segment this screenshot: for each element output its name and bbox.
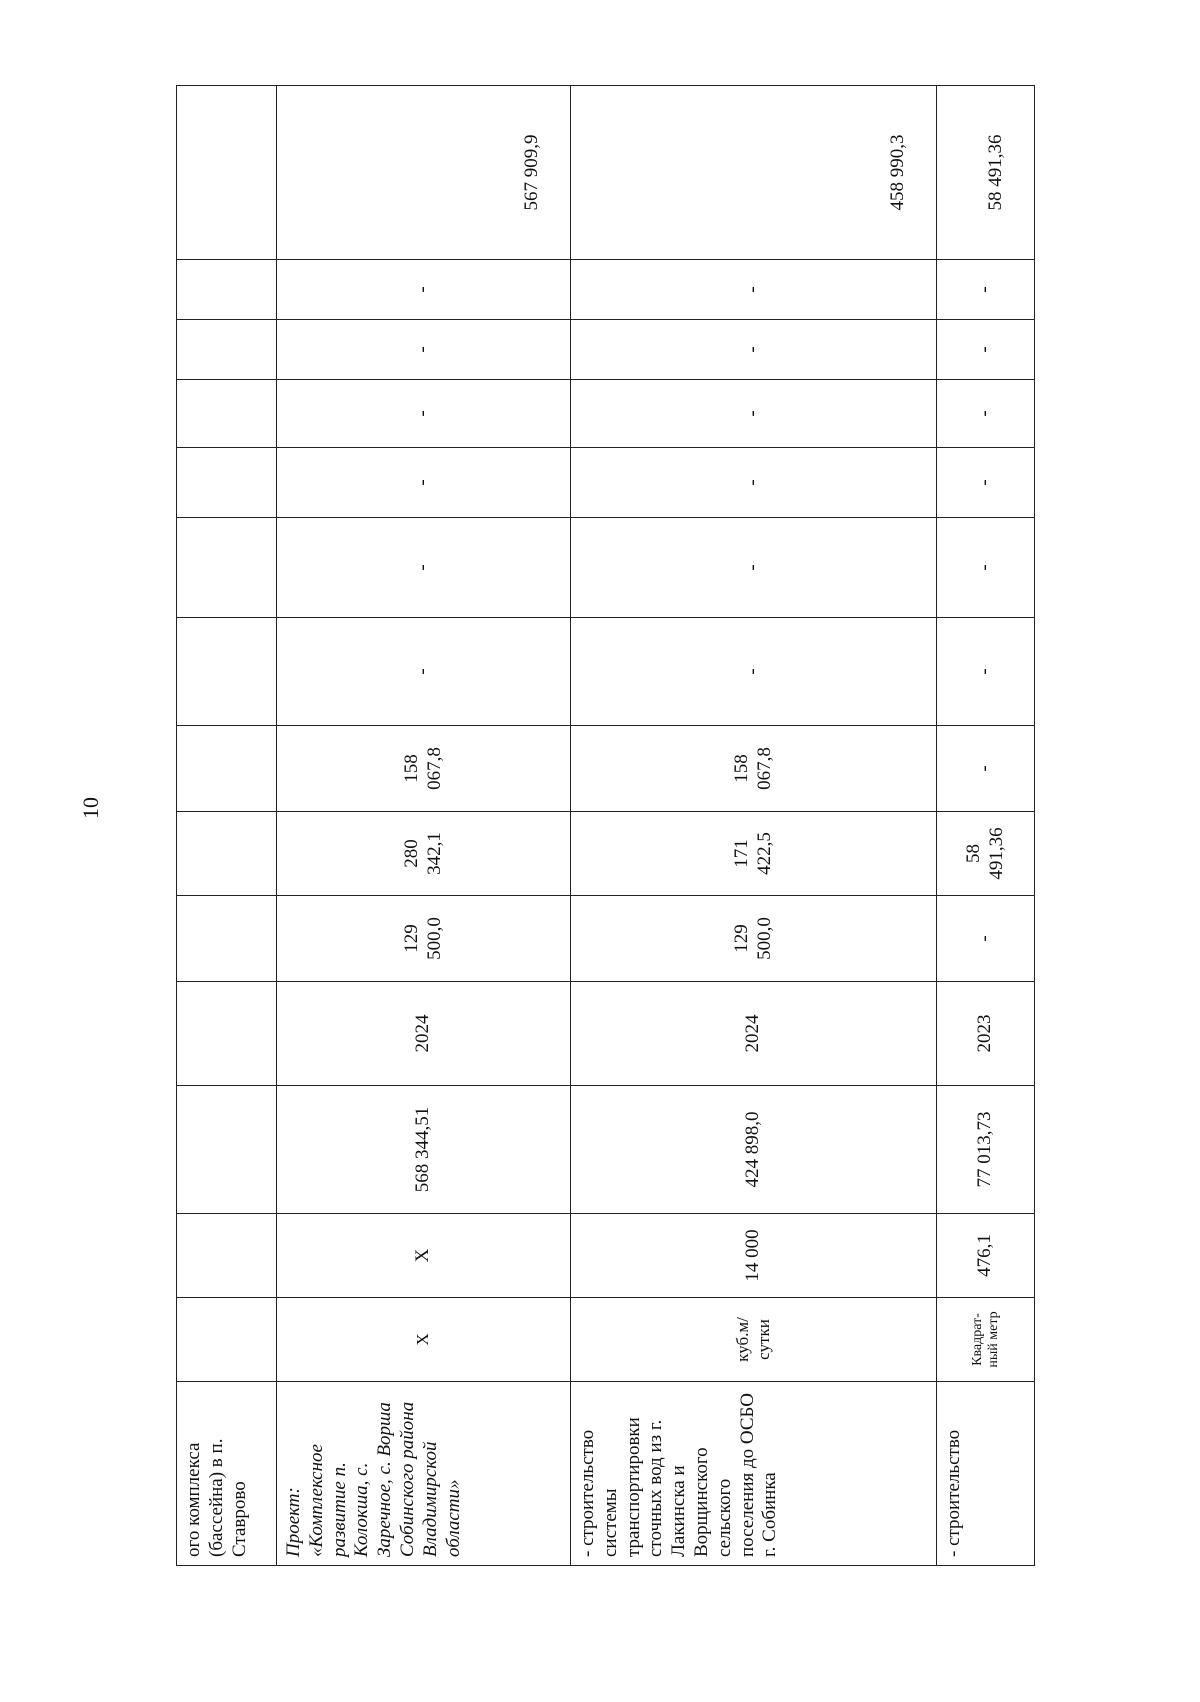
value-cell: - — [277, 618, 571, 726]
value-cell: - — [937, 618, 1035, 726]
capacity-cell: Х — [277, 1214, 571, 1298]
row-description: ого комплекса (бассейна) в п. Ставрово — [177, 1382, 277, 1566]
value-cell — [177, 448, 277, 518]
finance-table — [176, 85, 1035, 1566]
value-cell: - — [937, 448, 1035, 518]
page-number: 10 — [78, 797, 103, 819]
value-cell: - — [571, 320, 937, 380]
total-cell: 58 491,36 — [937, 86, 1035, 260]
value-cell: - — [571, 618, 937, 726]
value-cell: - — [277, 448, 571, 518]
value-cell: 171 422,5 — [571, 812, 937, 896]
capacity-cell — [177, 1214, 277, 1298]
rotated-table-wrapper — [176, 86, 1034, 1566]
value-cell: - — [277, 380, 571, 448]
value-cell: 129 500,0 — [277, 896, 571, 982]
total-cell — [177, 86, 277, 260]
table-row — [177, 86, 277, 1566]
value-cell: - — [277, 320, 571, 380]
value-cell — [177, 320, 277, 380]
table-row — [277, 86, 571, 1566]
value-cell: - — [571, 380, 937, 448]
row-description: - строительство системы транспортировки сточных вод из г. Лакинска и Ворщинского сельского поселения до ОСБО г. Собинка — [571, 1382, 937, 1566]
value-cell: - — [937, 380, 1035, 448]
value-cell: - — [937, 896, 1035, 982]
value-cell: - — [937, 726, 1035, 812]
value-cell: 129 500,0 — [571, 896, 937, 982]
value-cell: - — [937, 518, 1035, 618]
value-cell — [177, 618, 277, 726]
value-cell: - — [571, 260, 937, 320]
year-cell: 2023 — [937, 982, 1035, 1086]
value-cell — [177, 380, 277, 448]
value-cell: - — [571, 518, 937, 618]
value-cell: 158 067,8 — [571, 726, 937, 812]
row-description: - строительство — [937, 1382, 1035, 1566]
value-cell: 58 491,36 — [937, 812, 1035, 896]
capacity-cell: 14 000 — [571, 1214, 937, 1298]
cost-cell — [177, 1086, 277, 1214]
value-cell: 158 067,8 — [277, 726, 571, 812]
value-cell: - — [277, 260, 571, 320]
value-cell — [177, 518, 277, 618]
table-row — [937, 86, 1035, 1566]
value-cell — [177, 726, 277, 812]
total-cell: 567 909,9 — [277, 86, 571, 260]
value-cell: 280 342,1 — [277, 812, 571, 896]
unit-cell: Квадрат-ный метр — [937, 1298, 1035, 1382]
total-cell: 458 990,3 — [571, 86, 937, 260]
row-description: Проект: «Комплексное развитие п. Колокша, с. Заречное, с. Ворша Собинского района Владимирской области» — [277, 1382, 571, 1566]
value-cell: - — [937, 320, 1035, 380]
value-cell: - — [277, 518, 571, 618]
capacity-cell: 476,1 — [937, 1214, 1035, 1298]
value-cell — [177, 260, 277, 320]
value-cell: - — [571, 448, 937, 518]
year-cell: 2024 — [571, 982, 937, 1086]
unit-cell: куб.м/ сутки — [571, 1298, 937, 1382]
year-cell — [177, 982, 277, 1086]
unit-cell — [177, 1298, 277, 1382]
unit-cell: Х — [277, 1298, 571, 1382]
value-cell — [177, 812, 277, 896]
cost-cell: 568 344,51 — [277, 1086, 571, 1214]
cost-cell: 424 898,0 — [571, 1086, 937, 1214]
value-cell: - — [937, 260, 1035, 320]
year-cell: 2024 — [277, 982, 571, 1086]
table-row — [571, 86, 937, 1566]
value-cell — [177, 896, 277, 982]
cost-cell: 77 013,73 — [937, 1086, 1035, 1214]
